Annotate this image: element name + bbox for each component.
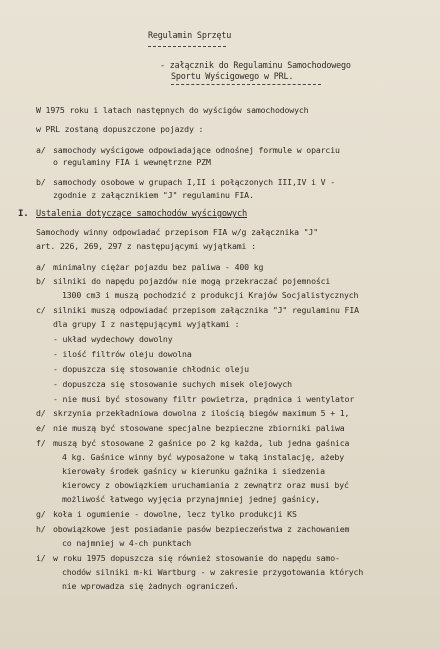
- title-underline: [148, 46, 226, 47]
- rule-text: nie muszą być stosowane specjalne bezpieczne zbiorniki paliwa: [53, 423, 345, 433]
- rule-marker: e/: [36, 423, 46, 433]
- rule-marker: a/: [36, 262, 46, 272]
- exception-item: - nie musi być stosowany filtr powietrza, prądnica i wentylator: [53, 394, 355, 404]
- rule-text: obowiązkowe jest posiadanie pasów bezpieczeństwa z zachowaniem: [53, 524, 350, 534]
- rule-marker: d/: [36, 408, 46, 418]
- subtitle-line-2: Sportu Wyścigowego w PRL.: [171, 71, 294, 81]
- rule-marker: b/: [36, 276, 46, 286]
- rule-text: 4 kg. Gaśnice winny być wyposażone w taką instalację, ażeby: [62, 452, 344, 462]
- rule-text: minimalny ciężar pojazdu bez paliwa - 400 kg: [53, 262, 264, 272]
- section-number: I.: [18, 209, 29, 219]
- rule-text: dla grupy I z następującymi wyjątkami :: [53, 319, 240, 329]
- exception-item: - dopuszcza się stosowanie chłodnic oleju: [53, 364, 249, 374]
- rule-marker: c/: [36, 305, 46, 315]
- intro-line-1: W 1975 roku i latach następnych do wyścigów samochodowych: [36, 105, 309, 115]
- rule-text: możliwość łatwego wyjęcia przynajmniej jednej gaśnicy,: [62, 494, 321, 504]
- intro-item-text: samochody osobowe w grupach I,II i połączonych III,IV i V -: [53, 177, 335, 187]
- rule-marker: h/: [36, 524, 46, 534]
- rule-marker: g/: [36, 509, 46, 519]
- rule-text: nie wprowadza się żadnych ograniczeń.: [62, 581, 239, 591]
- rule-marker: i/: [36, 553, 46, 563]
- intro-item-text: samochody wyścigowe odpowiadające odnośnej formule w oparciu: [53, 145, 340, 155]
- rule-text: skrzynia przekładniowa dowolna z ilością biegów maximum 5 + 1,: [53, 408, 350, 418]
- rule-text: w roku 1975 dopuszcza się również stosowanie do napędu samo-: [53, 553, 340, 563]
- intro-item-text: o regulaminy FIA i wewnętrzne PZM: [53, 157, 211, 167]
- rule-text: koła i ogumienie - dowolne, lecz tylko produkcji KS: [53, 509, 297, 519]
- subtitle-line-1: - załącznik do Regulaminu Samochodowego: [160, 60, 351, 70]
- rule-text: 1300 cm3 i muszą pochodzić z produkcji Krajów Socjalistycznych: [62, 290, 359, 300]
- exception-item: - układ wydechowy dowolny: [53, 334, 173, 344]
- rule-text: muszą być stosowane 2 gaśnice po 2 kg każda, lub jedna gaśnica: [53, 438, 350, 448]
- rule-text: silniki do napędu pojazdów nie mogą przekraczać pojemności: [53, 276, 331, 286]
- intro-line-2: w PRL zostaną dopuszczone pojazdy :: [36, 124, 204, 134]
- section-intro-line-2: art. 226, 269, 297 z następującymi wyjątkami :: [36, 241, 256, 251]
- section-title: Ustalenia dotyczące samochodów wyścigowych: [36, 209, 248, 219]
- document-title: Regulamin Sprzętu: [148, 30, 232, 40]
- intro-item-marker: a/: [36, 145, 46, 155]
- rule-text: chodów silniki m-ki Wartburg - w zakresie przygotowania których: [62, 567, 364, 577]
- exception-item: - dopuszcza się stosowanie suchych misek olejowych: [53, 379, 292, 389]
- rule-text: kierowcy z obowiązkiem uruchamiania z zewnątrz oraz musi być: [62, 480, 349, 490]
- rule-text: silniki muszą odpowiadać przepisom załącznika "J" regulaminu FIA: [53, 305, 359, 315]
- subtitle-underline: [171, 84, 321, 85]
- section-intro-line-1: Samochody winny odpowiadać przepisom FIA w/g załącznika "J": [36, 227, 318, 237]
- intro-item-marker: b/: [36, 177, 46, 187]
- rule-marker: f/: [36, 438, 46, 448]
- exception-item: - ilość filtrów oleju dowolna: [53, 349, 192, 359]
- rule-text: co najmniej w 4-ch punktach: [62, 538, 192, 548]
- rule-text: kierowały środek gaśnicy w kierunku gaźnika i siedzenia: [62, 466, 325, 476]
- intro-item-text: zgodnie z załącznikiem "J" regulaminu FIA.: [53, 190, 254, 200]
